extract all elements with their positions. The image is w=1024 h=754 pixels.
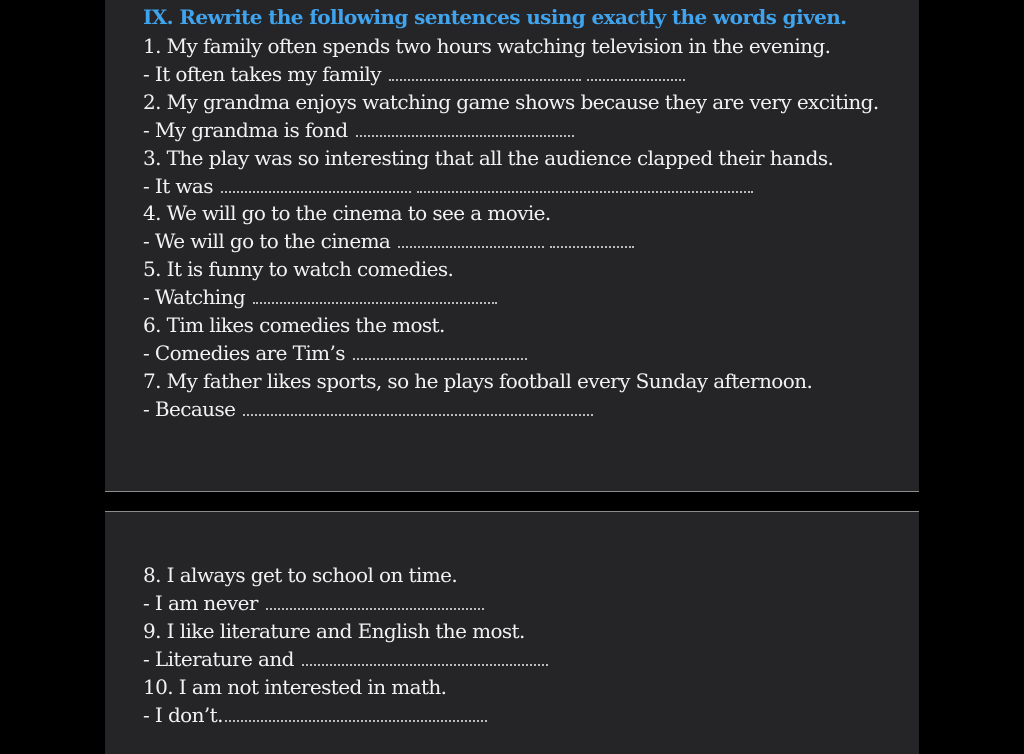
sentence-6: 6. Tim likes comedies the most.	[143, 313, 445, 337]
rewrite-line-7	[143, 395, 593, 423]
answer-blank-8	[266, 605, 484, 610]
rewrite-line-9	[143, 645, 548, 673]
page-divider-bottom	[105, 511, 919, 512]
rewrite-line-6	[143, 339, 527, 367]
sentence-3: 3. The play was so interesting that all the audience clapped their hands.	[143, 146, 834, 170]
sentence-4: 4. We will go to the cinema to see a movie.	[143, 201, 551, 225]
rewrite-prompt-4: - We will go to the cinema	[143, 229, 391, 253]
answer-blank-3b	[417, 188, 753, 193]
sentence-9: 9. I like literature and English the most.	[143, 619, 525, 643]
page-divider-top	[105, 491, 919, 492]
answer-blank-4a	[398, 243, 544, 248]
answer-blank-10	[225, 717, 487, 722]
answer-blank-2	[356, 132, 574, 137]
answer-blank-9	[302, 661, 548, 666]
answer-blank-6	[353, 355, 527, 360]
rewrite-prompt-2: - My grandma is fond	[143, 118, 348, 142]
sentence-7: 7. My father likes sports, so he plays football every Sunday afternoon.	[143, 369, 813, 393]
rewrite-line-2	[143, 116, 574, 144]
rewrite-line-8	[143, 589, 484, 617]
rewrite-line-4	[143, 227, 634, 255]
sentence-10: 10. I am not interested in math.	[143, 675, 447, 699]
sentence-8: 8. I always get to school on time.	[143, 563, 458, 587]
answer-blank-3a	[221, 188, 411, 193]
rewrite-line-10	[143, 701, 487, 729]
rewrite-prompt-6: - Comedies are Tim’s	[143, 341, 345, 365]
rewrite-prompt-9: - Literature and	[143, 647, 294, 671]
answer-blank-1b	[587, 76, 685, 81]
rewrite-line-1	[143, 60, 685, 88]
rewrite-prompt-1: - It often takes my family	[143, 62, 381, 86]
rewrite-line-3	[143, 172, 753, 200]
answer-blank-7	[243, 411, 593, 416]
rewrite-prompt-5: - Watching	[143, 285, 246, 309]
rewrite-prompt-8: - I am never	[143, 591, 258, 615]
answer-blank-5	[253, 299, 497, 304]
answer-blank-4b	[550, 243, 634, 248]
rewrite-line-5	[143, 283, 497, 311]
rewrite-prompt-3: - It was	[143, 174, 213, 198]
sentence-1: 1. My family often spends two hours watching television in the evening.	[143, 34, 831, 58]
sentence-5: 5. It is funny to watch comedies.	[143, 257, 454, 281]
rewrite-prompt-7: - Because	[143, 397, 236, 421]
rewrite-prompt-10: - I don’t.	[143, 703, 223, 727]
answer-blank-1a	[389, 76, 581, 81]
sentence-2: 2. My grandma enjoys watching game shows because they are very exciting.	[143, 90, 879, 114]
exercise-heading: IX. Rewrite the following sentences using exactly the words given.	[143, 5, 847, 29]
